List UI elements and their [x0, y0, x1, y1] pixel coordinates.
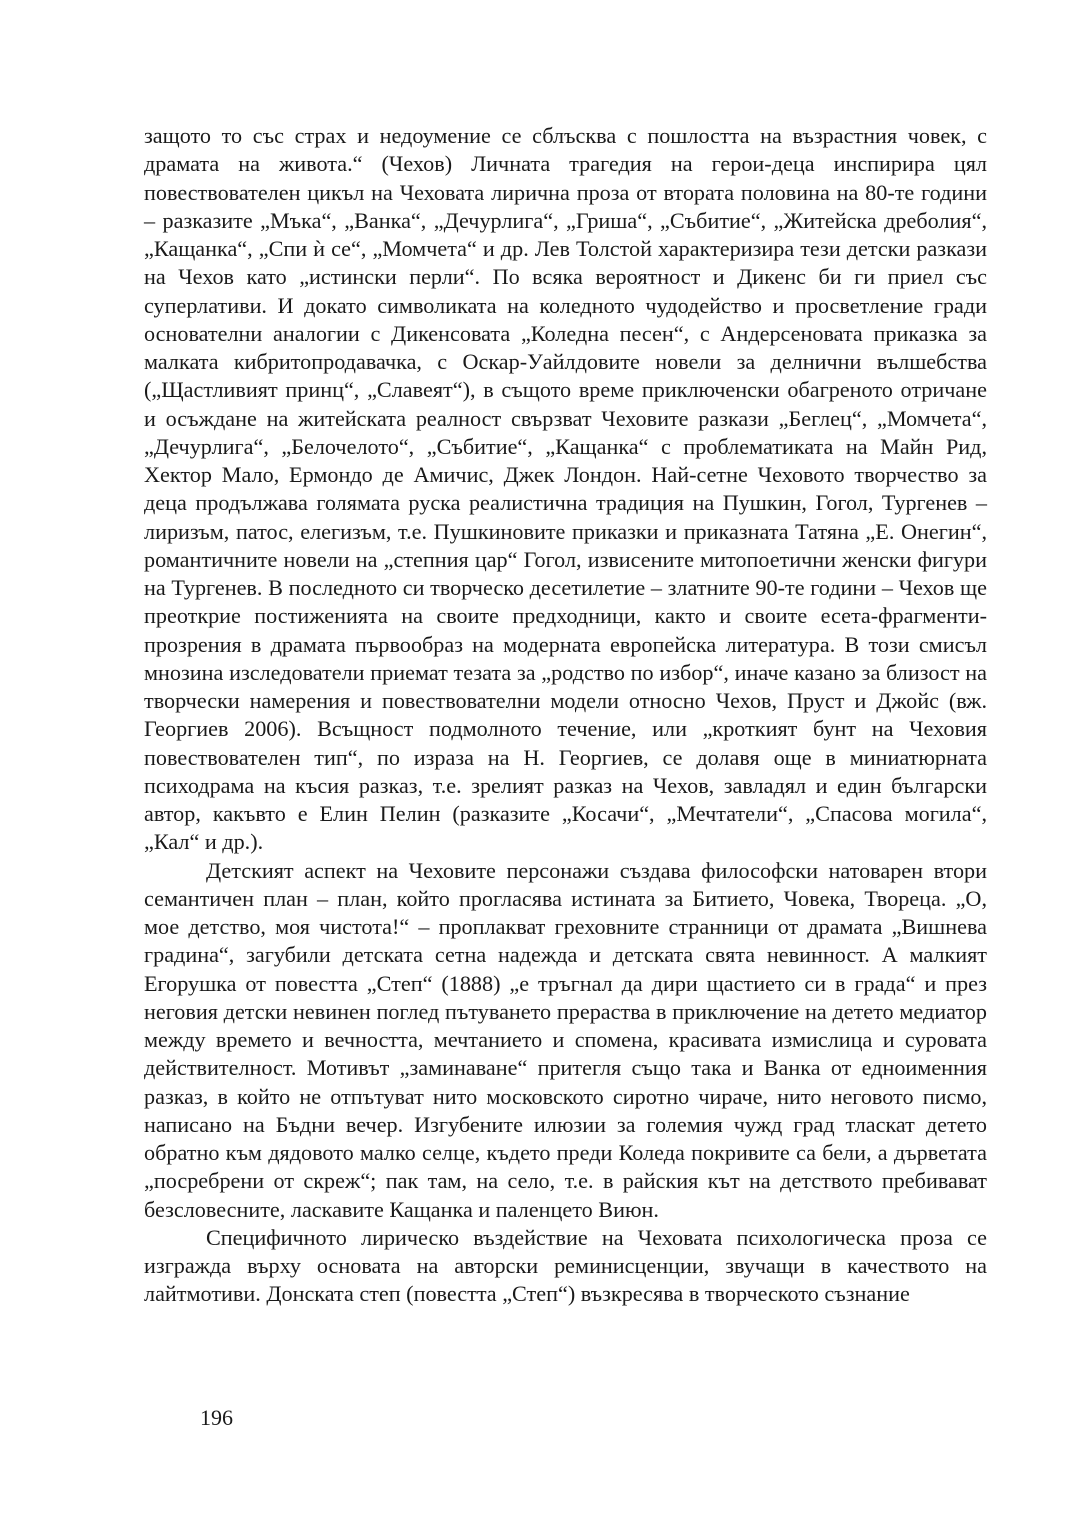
paragraph-child-aspect: Детският аспект на Чеховите персонажи създава философски натоварен втори семантичен план – план, който прогласява истината за Битието, Човека, Твореца. „О, мое детство, моя чистота!“ – проплакват греховните странници от драмата „Вишнева градина“, загубили детската сетна надежда и детската свята невинност. А малкият Егорушка от повестта „Степ“ (1888) „е тръгнал да дири щастието си в града“ и през неговия детски невинен поглед пътуването прераства в приключение на детето медиатор между времето и вечността, мечтанието и спомена, красивата измислица и суровата действителност. Мотивът „заминаване“ притегля също така и Ванка от едноименния разказ, в който не отпътуват нито московското сиротно чираче, нито неговото писмо, написано на Бъдни вечер. Изгубените илюзии за големия чужд град тласкат детето обратно към дядовото малко селце, където преди Коледа покривите са бели, а дърветата „посребрени от скреж“; пак там, на село, т.е. в райския кът на детството пребивават безсловесните, ласкавите Кащанка и паленцето Виюн. [144, 857, 987, 1222]
page-number: 196 [200, 1405, 233, 1430]
paragraph-continuation: защото то със страх и недоумение се сблъсква с пошлостта на възрастния човек, с драмата на живота.“ (Чехов) Личната трагедия на герои-деца инспирира цял повествователен цикъл на Чеховата лирична проза от втората половина на 80-те години – разказите „Мъка“, „Ванка“, „Дечурлига“, „Гриша“, „Събитие“, „Житейска дреболия“, „Кащанка“, „Спи ѝ се“, „Момчета“ и др. Лев Толстой характеризира тези детски разкази на Чехов като „истински перли“. По всяка вероятност и Дикенс би ги приел със суперлативи. И докато символиката на коледното чудодейство и просветление гради основателни аналогии с Дикенсовата „Коледна песен“, с Андерсеновата приказка за малката кибритопродавачка, с Оскар-Уайлдовите новели за делнични вълшебства („Щастливият принц“, „Славеят“), в същото време приключенски обагреното отричане и осъждане на житейската реалност свързват Чеховите разкази „Беглец“, „Момчета“, „Дечурлига“, „Белочелото“, „Събитие“, „Кащанка“ с проблематиката на Майн Рид, Хектор Мало, Ермондо де Амичис, Джек Лондон. Най-сетне Чеховото творчество за деца продължава голямата руска реалистична традиция на Пушкин, Гогол, Тургенев – лиризъм, патос, елегизъм, т.е. Пушкиновите приказки и приказната Татяна „Е. Онегин“, романтичните новели на „степния цар“ Гогол, извисените митопоетични женски фигури на Тургенев. В последното си творческо десетилетие – златните 90-те години – Чехов ще преоткрие постиженията на своите предходници, както и своите есета-фрагменти-прозрения в драмата първообраз на модерната европейска литература. В този смисъл мнозина изследователи приемат тезата за „родство по избор“, иначе казано за близост на творчески намерения и повествователни модели относно Чехов, Пруст и Джойс (вж. Георгиев 2006). Всъщност подмолното течение, или „кроткият бунт на Чеховия повествователен тип“, по израза на Н. Георгиев, се долавя още в миниатюрната психодрама на късия разказ, т.е. зрелият разказ на Чехов, завладял и един български автор, какъвто е Елин Пелин (разказите „Косачи“, „Мечтатели“, „Спасова могила“, „Кал“ и др.). [144, 123, 987, 855]
paragraph-lyrical-effect: Специфичното лирическо въздействие на Чеховата психологическа проза се изгражда върху основата на авторски реминисценции, звучащи в качеството на лайтмотиви. Донската степ (повестта „Степ“) възкресява в творческото съзнание [144, 1224, 987, 1307]
body-text [144, 122, 987, 1309]
